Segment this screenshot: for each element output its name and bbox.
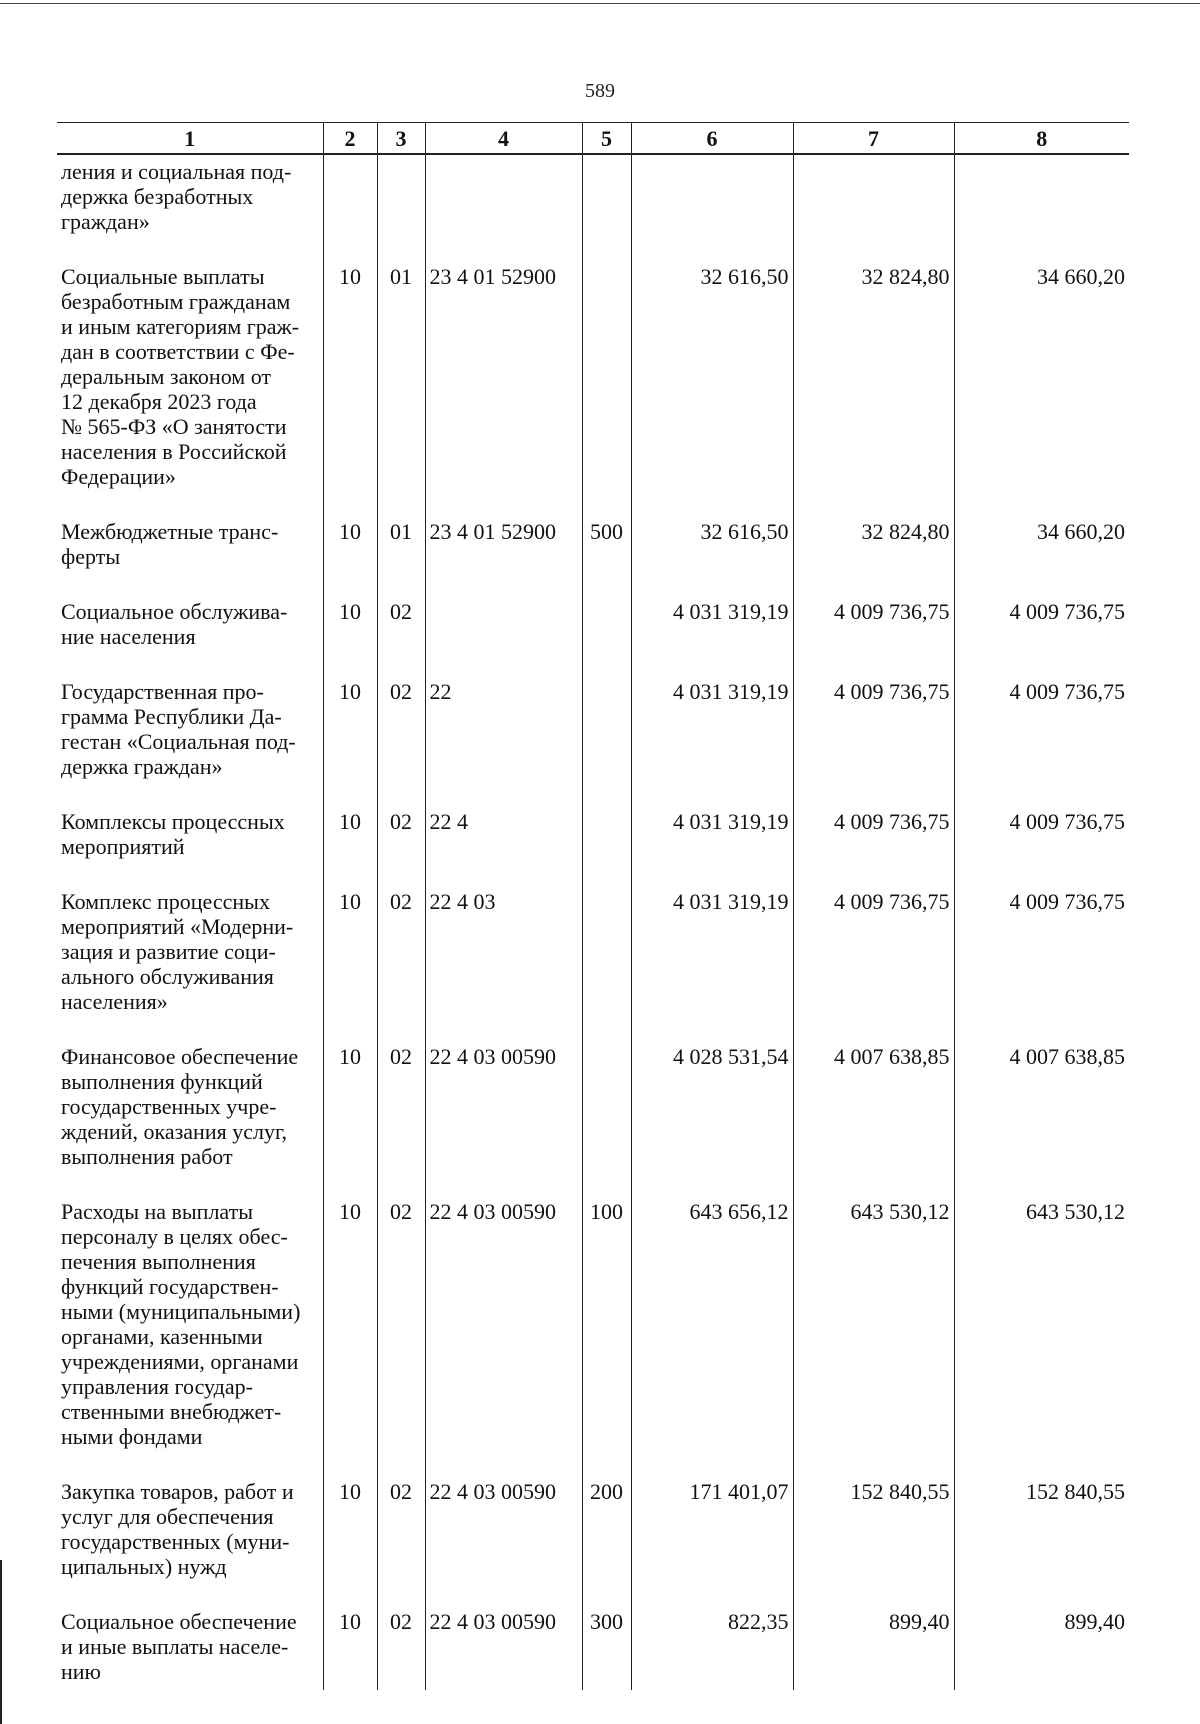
cell-section: 10 — [323, 505, 377, 585]
cell-amount-col8: 34 660,20 — [954, 250, 1129, 505]
cell-subsection: 02 — [377, 1465, 425, 1595]
cell-subsection: 02 — [377, 795, 425, 875]
table-row — [57, 795, 1129, 875]
cell-subsection: 02 — [377, 665, 425, 795]
cell-amount-col8: 152 840,55 — [954, 1465, 1129, 1595]
cell-amount-col7: 4 009 736,75 — [793, 795, 954, 875]
cell-amount-col8 — [954, 154, 1129, 250]
header-col-1: 1 — [57, 123, 323, 155]
cell-section: 10 — [323, 1030, 377, 1185]
cell-subsection: 02 — [377, 1595, 425, 1690]
cell-section: 10 — [323, 1185, 377, 1465]
cell-amount-col7: 4 007 638,85 — [793, 1030, 954, 1185]
cell-amount-col7 — [793, 154, 954, 250]
table-body — [57, 154, 1129, 1690]
cell-name: Расходы на выплаты персоналу в целях обес- печения выполнения функций государствен- ными (муниципальными) органами, казенными учреждениями, органами управления государ- ственными внебюджет- ными фондами — [61, 1199, 301, 1449]
cell-subsection: 02 — [377, 585, 425, 665]
cell-amount-col6: 4 031 319,19 — [631, 665, 793, 795]
header-row — [57, 123, 1129, 155]
cell-expense-type: 100 — [582, 1185, 631, 1465]
cell-amount-col6: 4 031 319,19 — [631, 795, 793, 875]
cell-expense-type — [582, 875, 631, 1030]
cell-amount-col8: 899,40 — [954, 1595, 1129, 1690]
cell-expense-type — [582, 250, 631, 505]
cell-amount-col7: 152 840,55 — [793, 1465, 954, 1595]
cell-amount-col6: 32 616,50 — [631, 505, 793, 585]
cell-expense-type: 500 — [582, 505, 631, 585]
budget-table — [57, 122, 1129, 1690]
left-margin-bar — [0, 1560, 2, 1724]
cell-amount-col8: 4 009 736,75 — [954, 875, 1129, 1030]
table-row — [57, 665, 1129, 795]
cell-expense-type — [582, 585, 631, 665]
cell-target-code: 22 4 03 — [425, 875, 582, 1030]
header-col-7: 7 — [793, 123, 954, 155]
cell-section: 10 — [323, 795, 377, 875]
table-row — [57, 1595, 1129, 1690]
cell-name: Социальное обслужива- ние населения — [61, 599, 288, 649]
cell-amount-col6: 4 031 319,19 — [631, 585, 793, 665]
cell-amount-col7: 643 530,12 — [793, 1185, 954, 1465]
cell-section: 10 — [323, 875, 377, 1030]
cell-subsection — [377, 154, 425, 250]
cell-expense-type: 300 — [582, 1595, 631, 1690]
cell-amount-col6: 4 028 531,54 — [631, 1030, 793, 1185]
cell-section: 10 — [323, 250, 377, 505]
cell-amount-col6: 4 031 319,19 — [631, 875, 793, 1030]
cell-amount-col8: 4 009 736,75 — [954, 795, 1129, 875]
cell-name: Финансовое обеспечение выполнения функций государственных учре- ждений, оказания услуг, выполнения работ — [61, 1044, 299, 1169]
table-row — [57, 250, 1129, 505]
cell-section: 10 — [323, 665, 377, 795]
cell-amount-col8: 34 660,20 — [954, 505, 1129, 585]
cell-amount-col8: 4 009 736,75 — [954, 665, 1129, 795]
cell-subsection: 02 — [377, 875, 425, 1030]
cell-subsection: 02 — [377, 1185, 425, 1465]
cell-section: 10 — [323, 1465, 377, 1595]
header-col-5: 5 — [582, 123, 631, 155]
table-row — [57, 505, 1129, 585]
cell-subsection: 02 — [377, 1030, 425, 1185]
header-col-2: 2 — [323, 123, 377, 155]
header-col-4: 4 — [425, 123, 582, 155]
top-rule — [0, 3, 1200, 4]
table-row — [57, 1185, 1129, 1465]
cell-section: 10 — [323, 1595, 377, 1690]
table-row — [57, 875, 1129, 1030]
table-row — [57, 154, 1129, 250]
cell-name: Комплекс процессных мероприятий «Модерни- зация и развитие соци- ального обслуживания населения» — [61, 889, 294, 1014]
table-row — [57, 1465, 1129, 1595]
cell-expense-type — [582, 665, 631, 795]
cell-name: ления и социальная под- держка безработных граждан» — [61, 159, 292, 234]
cell-amount-col8: 643 530,12 — [954, 1185, 1129, 1465]
cell-target-code: 22 4 03 00590 — [425, 1185, 582, 1465]
cell-target-code: 22 — [425, 665, 582, 795]
cell-amount-col7: 32 824,80 — [793, 505, 954, 585]
cell-name: Социальное обеспечение и иные выплаты населе- нию — [61, 1609, 297, 1684]
cell-amount-col6 — [631, 154, 793, 250]
header-col-3: 3 — [377, 123, 425, 155]
cell-amount-col6: 643 656,12 — [631, 1185, 793, 1465]
cell-name: Комплексы процессных мероприятий — [61, 809, 285, 859]
cell-target-code: 23 4 01 52900 — [425, 505, 582, 585]
cell-target-code: 23 4 01 52900 — [425, 250, 582, 505]
cell-subsection: 01 — [377, 250, 425, 505]
cell-amount-col8: 4 009 736,75 — [954, 585, 1129, 665]
cell-target-code — [425, 585, 582, 665]
cell-amount-col6: 822,35 — [631, 1595, 793, 1690]
cell-expense-type — [582, 154, 631, 250]
cell-amount-col7: 899,40 — [793, 1595, 954, 1690]
table-row — [57, 585, 1129, 665]
cell-name: Закупка товаров, работ и услуг для обеспечения государственных (муни- ципальных) нужд — [61, 1479, 294, 1579]
cell-amount-col7: 32 824,80 — [793, 250, 954, 505]
cell-target-code: 22 4 03 00590 — [425, 1465, 582, 1595]
cell-name: Межбюджетные транс- ферты — [61, 519, 279, 569]
cell-target-code: 22 4 03 00590 — [425, 1595, 582, 1690]
cell-amount-col7: 4 009 736,75 — [793, 875, 954, 1030]
cell-expense-type: 200 — [582, 1465, 631, 1595]
cell-target-code: 22 4 03 00590 — [425, 1030, 582, 1185]
table-row — [57, 1030, 1129, 1185]
cell-amount-col8: 4 007 638,85 — [954, 1030, 1129, 1185]
cell-section: 10 — [323, 585, 377, 665]
cell-subsection: 01 — [377, 505, 425, 585]
cell-amount-col7: 4 009 736,75 — [793, 585, 954, 665]
header-col-6: 6 — [631, 123, 793, 155]
page-number: 589 — [585, 80, 615, 102]
cell-target-code: 22 4 — [425, 795, 582, 875]
cell-amount-col7: 4 009 736,75 — [793, 665, 954, 795]
cell-amount-col6: 171 401,07 — [631, 1465, 793, 1595]
cell-target-code — [425, 154, 582, 250]
cell-amount-col6: 32 616,50 — [631, 250, 793, 505]
cell-name: Государственная про- грамма Республики Да- гестан «Социальная под- держка граждан» — [61, 679, 296, 779]
cell-name: Социальные выплаты безработным гражданам и иным категориям граж- дан в соответствии с Фе- деральным законом от 12 декабря 2023 года № 565-ФЗ «О занятости населения в Российской Федерации» — [61, 264, 300, 489]
cell-expense-type — [582, 1030, 631, 1185]
cell-section — [323, 154, 377, 250]
cell-expense-type — [582, 795, 631, 875]
header-col-8: 8 — [954, 123, 1129, 155]
